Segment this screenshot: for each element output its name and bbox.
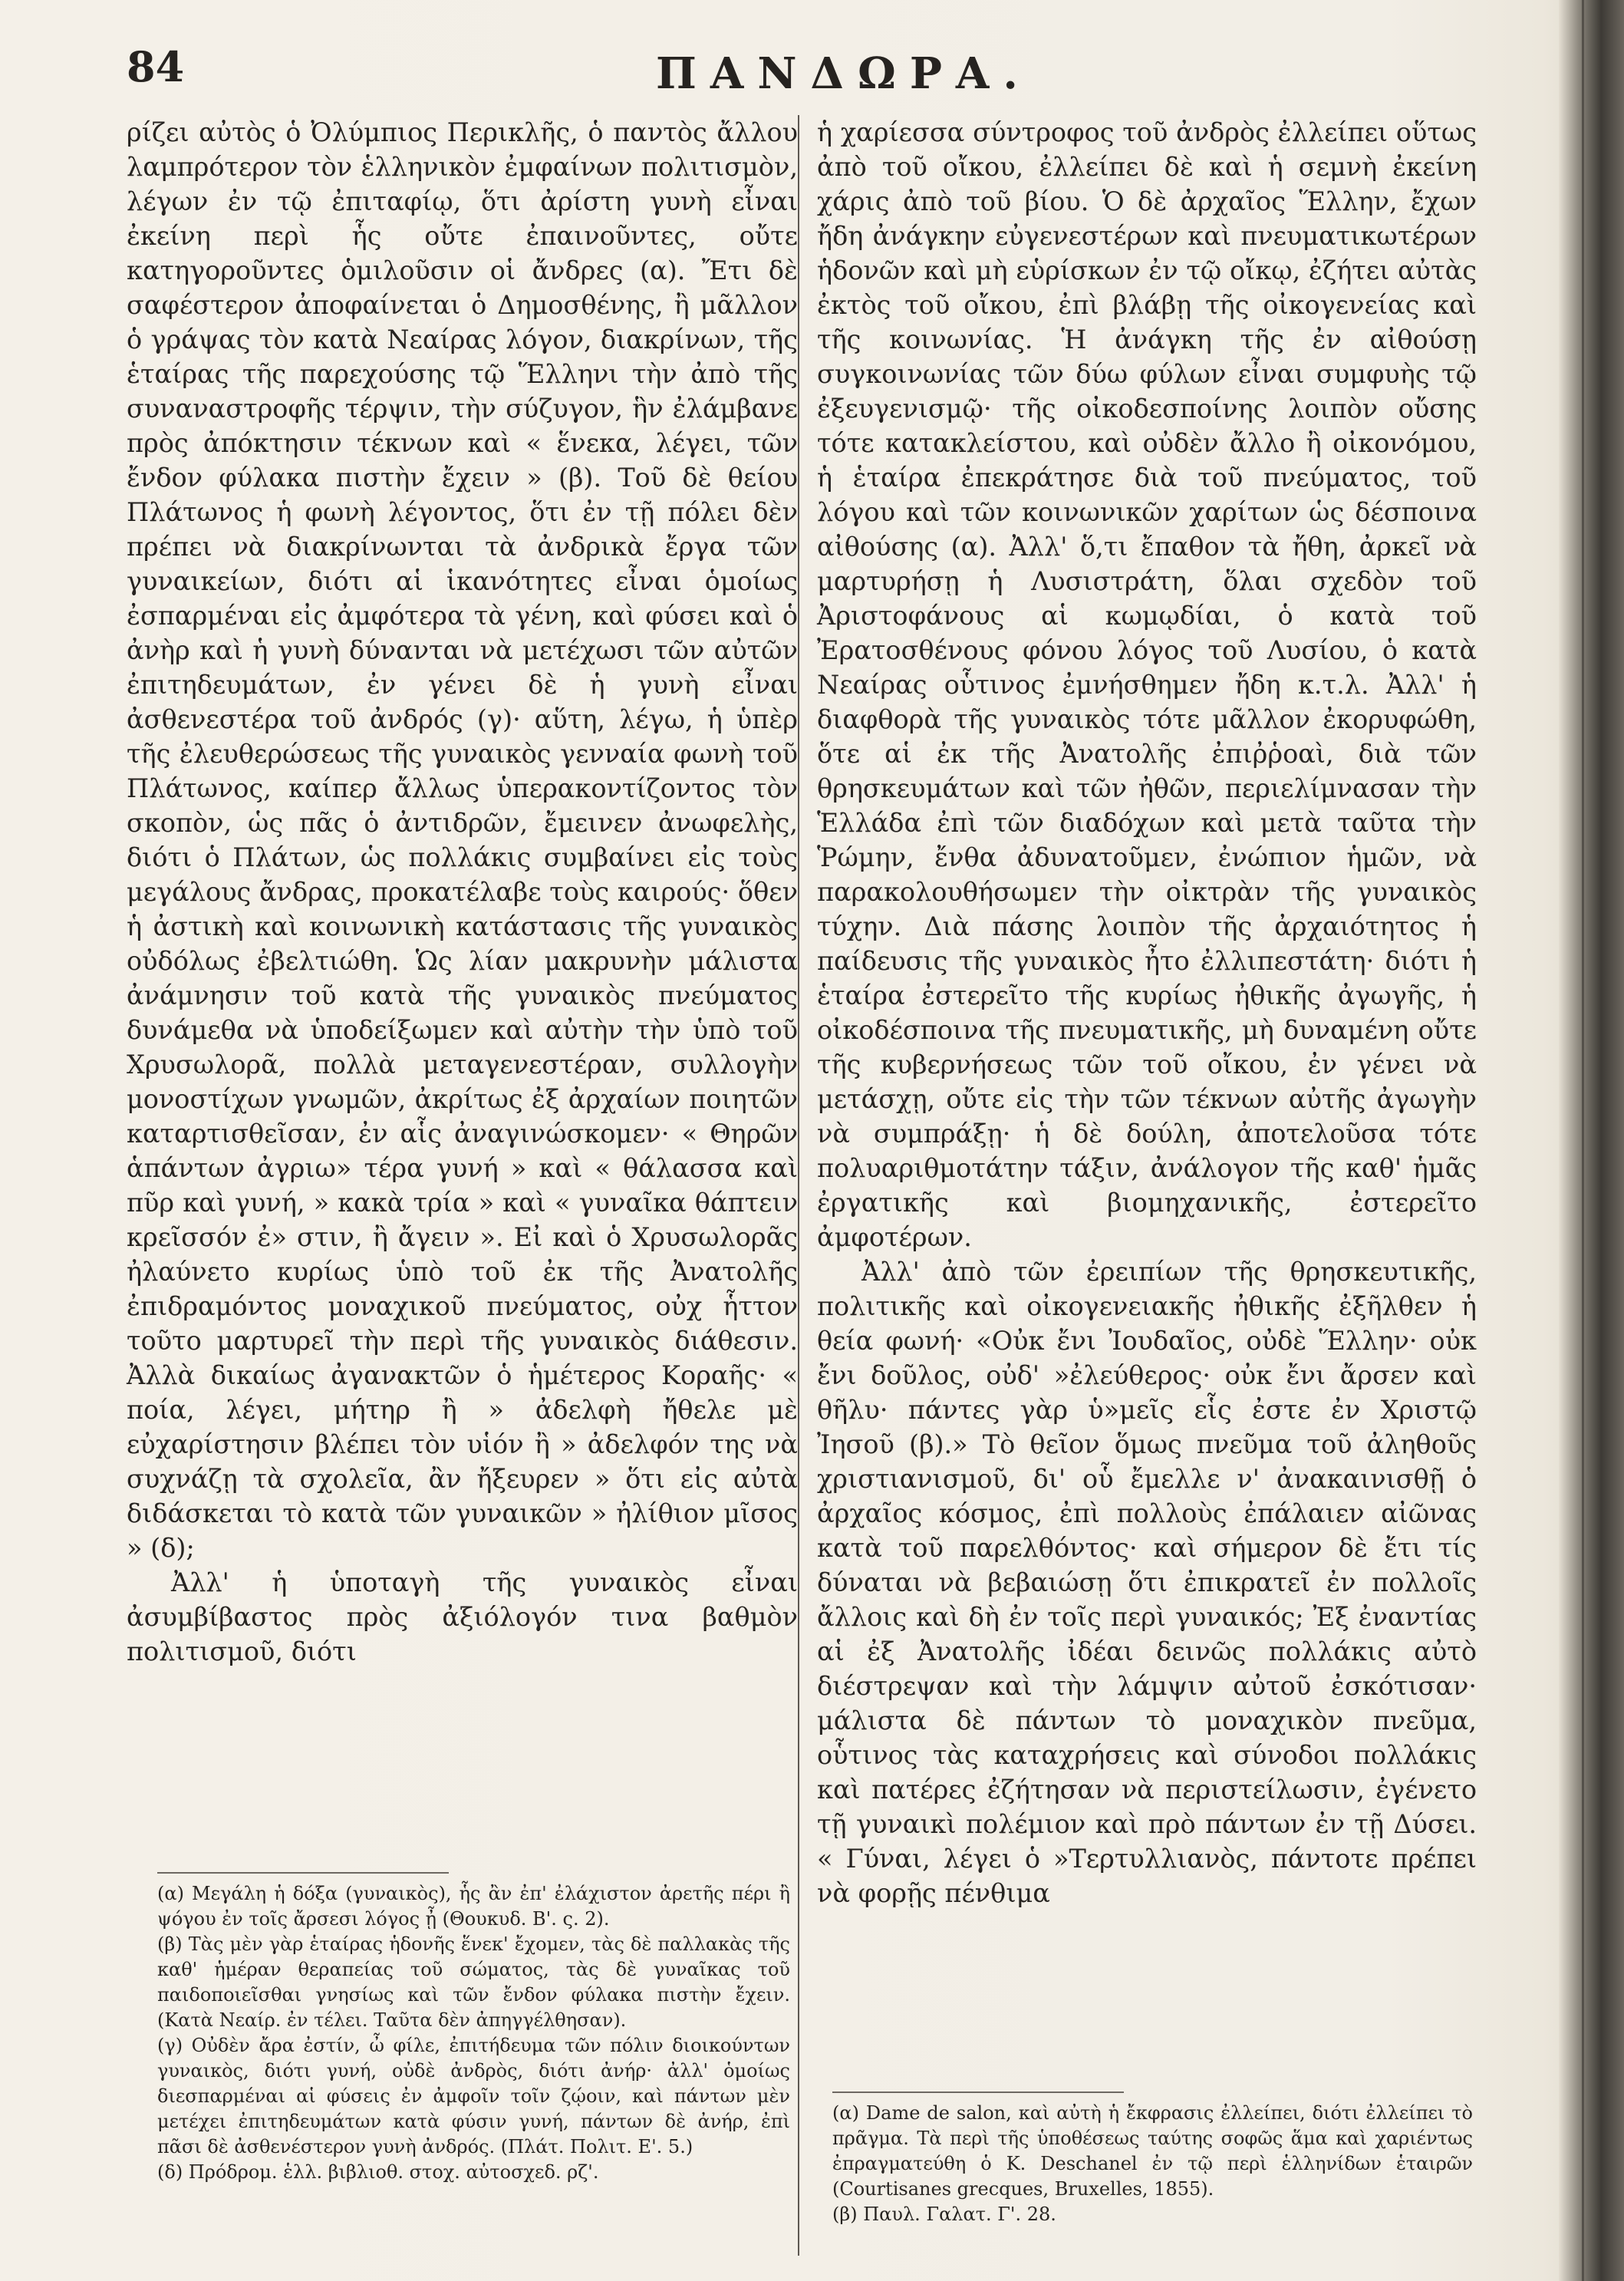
footnote: (δ) Πρόδρομ. ἑλλ. βιβλιοθ. στοχ. αὐτοσχεδ. ρζ'. xyxy=(157,2161,599,2183)
footnote: (β) Παυλ. Γαλατ. Γ'. 28. xyxy=(832,2204,1056,2225)
paragraph: ρίζει αὐτὸς ὁ Ὀλύμπιος Περικλῆς, ὁ παντὸς ἄλλου λαμπρότερον τὸν ἑλληνικὸν ἐμφαίνων πολιτισμὸν, λέγων ἐν τῷ ἐπιταφίῳ, ὅτι ἀρίστη γυνὴ εἶναι ἐκείνη περὶ ἧς οὔτε ἐπαινοῦντες, οὔτε κατηγοροῦντες ὁμιλοῦσιν οἱ ἄνδρες (α). Ἔτι δὲ σαφέστερον ἀποφαίνεται ὁ Δημοσθένης, ἢ μᾶλλον ὁ γράψας τὸν κατὰ Νεαίρας λόγον, διακρίνων, τῆς ἑταίρας τῆς παρεχούσης τῷ Ἕλληνι τὴν ἀπὸ τῆς συναναστροφῆς τέρψιν, τὴν σύζυγον, ἣν ἐλάμβανε πρὸς ἀπόκτησιν τέκνων καὶ « ἕνεκα, λέγει, τῶν ἔνδον φύλακα πιστὴν ἔχειν » (β). Τοῦ δὲ θείου Πλάτωνος ἡ φωνὴ λέγοντος, ὅτι ἐν τῇ πόλει δὲν πρέπει νὰ διακρίνωνται τὰ ἀνδρικὰ ἔργα τῶν γυναικείων, διότι αἱ ἱκανότητες εἶναι ὁμοίως ἐσπαρμέναι εἰς ἀμφότερα τὰ γένη, καὶ φύσει καὶ ὁ ἀνὴρ καὶ ἡ γυνὴ δύνανται νὰ μετέχωσι τῶν αὐτῶν ἐπιτηδευμάτων, ἐν γένει δὲ ἡ γυνὴ εἶναι ἀσθενεστέρα τοῦ ἀνδρός (γ)· αὕτη, λέγω, ἡ ὑπὲρ τῆς ἐλευθερώσεως τῆς γυναικὸς γενναία φωνὴ τοῦ Πλάτωνος, καίπερ ἄλλως ὑπερακοντίζοντος τὸν σκοπὸν, ὡς πᾶς ὁ ἀντιδρῶν, ἔμεινεν ἀνωφελὴς, διότι ὁ Πλάτων, ὡς πολλάκις συμβαίνει εἰς τοὺς μεγάλους ἄνδρας, προκατέλαβε τοὺς καιρούς· ὅθεν ἡ ἀστικὴ καὶ κοινωνικὴ κατάστασις τῆς γυναικὸς οὐδόλως ἐβελτιώθη. Ὡς λίαν μακρυνὴν μάλιστα ἀνάμνησιν τοῦ κατὰ τῆς γυναικὸς πνεύματος δυνάμεθα νὰ ὑποδείξωμεν καὶ αὐτὴν τὴν ὑπὸ τοῦ Χρυσωλορᾶ, πολλὰ μεταγενεστέραν, συλλογὴν μονοστίχων γνωμῶν, ἀκρίτως ἐξ ἀρχαίων ποιητῶν καταρτισθεῖσαν, ἐν αἷς ἀναγινώσκομεν· « Θηρῶν ἁπάντων ἀγριω» τέρα γυνή » καὶ « θάλασσα καὶ πῦρ καὶ γυνή, » κακὰ τρία » καὶ « γυναῖκα θάπτειν κρεῖσσόν ἐ» στιν, ἢ ἄγειν ». Εἰ καὶ ὁ Χρυσωλορᾶς ἠλαύνετο κυρίως ὑπὸ τοῦ ἐκ τῆς Ἀνατολῆς ἐπιδραμόντος μοναχικοῦ πνεύματος, οὐχ ἧττον τοῦτο μαρτυρεῖ τὴν περὶ τῆς γυναικὸς διάθεσιν. Ἀλλὰ δικαίως ἀγανακτῶν ὁ ἡμέτερος Κοραῆς· « ποία, λέγει, μήτηρ ἢ » ἀδελφὴ ἤθελε μὲ εὐχαρίστησιν βλέπει τὸν υἱόν ἢ » ἀδελφόν της νὰ συχνάζῃ τὰ σχολεῖα, ἂν ἤξευρεν » ὅτι εἰς αὐτὰ διδάσκεται τὸ κατὰ τῶν γυναικῶν » ἠλίθιον μῖσος » (δ); xyxy=(127,117,798,1563)
book-spine-shadow xyxy=(1559,0,1624,2281)
paragraph: Ἀλλ' ἀπὸ τῶν ἐρειπίων τῆς θρησκευτικῆς, πολιτικῆς καὶ οἰκογενειακῆς ἠθικῆς ἐξῆλθεν ἡ θεία φωνή· «Οὐκ ἔνι Ἰουδαῖος, οὐδὲ Ἕλλην· οὐκ ἔνι δοῦλος, οὐδ' »ἐλεύθερος· οὐκ ἔνι ἄρσεν καὶ θῆλυ· πάντες γὰρ ὑ»μεῖς εἷς ἐστε ἐν Χριστῷ Ἰησοῦ (β).» Τὸ θεῖον ὅμως πνεῦμα τοῦ ἀληθοῦς χριστιανισμοῦ, δι' οὗ ἔμελλε ν' ἀνακαινισθῇ ὁ ἀρχαῖος κόσμος, ἐπὶ πολλοὺς ἐπάλαιεν αἰῶνας κατὰ τοῦ παρελθόντος· καὶ σήμερον δὲ ἔτι τίς δύναται νὰ βεβαιώσῃ ὅτι ἐπικρατεῖ ἐν πολλοῖς ἄλλοις καὶ δὴ ἐν τοῖς περὶ γυναικός; Ἐξ ἐναντίας αἱ ἐξ Ἀνατολῆς ἰδέαι δεινῶς πολλάκις αὐτὸ διέστρεψαν καὶ τὴν λάμψιν αὐτοῦ ἐσκότισαν· μάλιστα δὲ πάντων τὸ μοναχικὸν πνεῦμα, οὗτινος τὰς καταχρήσεις καὶ σύνοδοι πολλάκις καὶ πατέρες ἐζήτησαν νὰ περιστείλωσιν, ἐγένετο τῇ γυναικὶ πολέμιον καὶ πρὸ πάντων ἐν τῇ Δύσει. « Γύναι, λέγει ὁ »Τερτυλλιανὸς, πάντοτε πρέπει νὰ φορῇς πένθιμα xyxy=(817,1257,1477,1908)
footnote-rule xyxy=(832,2091,1124,2093)
footnote-rule xyxy=(157,1872,449,1874)
page-header xyxy=(127,42,1484,104)
column-divider xyxy=(798,115,799,2256)
paragraph: ἡ χαρίεσσα σύντροφος τοῦ ἀνδρὸς ἐλλείπει οὕτως ἀπὸ τοῦ οἴκου, ἐλλείπει δὲ καὶ ἡ σεμνὴ ἐκείνη χάρις ἀπὸ τοῦ βίου. Ὁ δὲ ἀρχαῖος Ἕλλην, ἔχων ἤδη ἀνάγκην εὐγενεστέρων καὶ πνευματικωτέρων ἡδονῶν καὶ μὴ εὑρίσκων ἐν τῷ οἴκῳ, ἐζήτει αὐτὰς ἐκτὸς τοῦ οἴκου, ἐπὶ βλάβῃ τῆς οἰκογενείας καὶ τῆς κοινωνίας. Ἡ ἀνάγκη τῆς ἐν αἰθούσῃ συγκοινωνίας τῶν δύω φύλων εἶναι συμφυὴς τῷ ἐξευγενισμῷ· τῆς οἰκοδεσποίνης λοιπὸν οὔσης τότε κατακλείστου, καὶ οὐδὲν ἄλλο ἢ οἰκονόμου, ἡ ἑταίρα ἐπεκράτησε διὰ τοῦ πνεύματος, τοῦ λόγου καὶ τῶν κοινωνικῶν χαρίτων ὡς δέσποινα αἰθούσης (α). Ἀλλ' ὅ,τι ἔπαθον τὰ ἤθη, ἀρκεῖ νὰ μαρτυρήσῃ ἡ Λυσιστράτη, ὅλαι σχεδὸν τοῦ Ἀριστοφάνους αἱ κωμῳδίαι, ὁ κατὰ τοῦ Ἐρατοσθένους φόνου λόγος τοῦ Λυσίου, ὁ κατὰ Νεαίρας οὗτινος ἐμνήσθημεν ἤδη κ.τ.λ. Ἀλλ' ἡ διαφθορὰ τῆς γυναικὸς τότε μᾶλλον ἐκορυφώθη, ὅτε αἱ ἐκ τῆς Ἀνατολῆς ἐπιῤῥοαὶ, διὰ τῶν θρησκευμάτων καὶ τῶν ἠθῶν, περιελίμνασαν τὴν Ἑλλάδα ἐπὶ τῶν διαδόχων καὶ μετὰ ταῦτα τὴν Ῥώμην, ἔνθα ἀδυνατοῦμεν, ἐνώπιον ἡμῶν, νὰ παρακολουθήσωμεν τὴν οἰκτρὰν τῆς γυναικὸς τύχην. Διὰ πάσης λοιπὸν τῆς ἀρχαιότητος ἡ παίδευσις τῆς γυναικὸς ἦτο ἐλλιπεστάτη· διότι ἡ ἑταίρα ἐστερεῖτο τῆς κυρίως ἠθικῆς ἀγωγῆς, ἡ οἰκοδέσποινα τῆς πνευματικῆς, μὴ δυναμένη οὔτε τῆς κυβερνήσεως τῶν τοῦ οἴκου, ἐν γένει νὰ μετάσχῃ, οὔτε εἰς τὴν τῶν τέκνων αὐτῆς ἀγωγὴν νὰ συμπράξῃ· ἡ δὲ δούλη, ἀποτελοῦσα τότε πολυαριθμοτάτην τάξιν, ἀνάλογον τῆς καθ' ἡμᾶς ἐργατικῆς καὶ βιομηχανικῆς, ἐστερεῖτο ἀμφοτέρων. xyxy=(817,117,1477,1252)
left-column xyxy=(127,115,798,1669)
footnote: (γ) Οὐδὲν ἄρα ἐστίν, ὦ φίλε, ἐπιτήδευμα τῶν πόλιν διοικούντων γυναικὸς, διότι γυνή, οὐδὲ ἀνδρὸς, διότι ἀνήρ· ἀλλ' ὁμοίως διεσπαρμέναι αἱ φύσεις ἐν ἀμφοῖν τοῖν ζῴοιν, καὶ πάντων μὲν μετέχει ἐπιτηδευμάτων κατὰ φύσιν γυνή, πάντων δὲ ἀνήρ, ἐπὶ πᾶσι δὲ ἀσθενέστερον γυνὴ ἀνδρός. (Πλάτ. Πολιτ. Ε'. 5.) xyxy=(157,2035,790,2157)
left-footnotes xyxy=(157,1881,790,2185)
right-column xyxy=(817,115,1477,1910)
spine-edge-line xyxy=(1582,0,1584,2281)
footnote: (α) Μεγάλη ἡ δόξα (γυναικὸς), ἧς ἂν ἐπ' ἐλάχιστον ἀρετῆς πέρι ἢ ψόγου ἐν τοῖς ἄρσεσι λόγος ᾖ (Θουκυδ. Β'. ς. 2). xyxy=(157,1883,790,1930)
footnote: (β) Τὰς μὲν γὰρ ἑταίρας ἡδονῆς ἕνεκ' ἔχομεν, τὰς δὲ παλλακὰς τῆς καθ' ἡμέραν θεραπείας τοῦ σώματος, τὰς δὲ γυναῖκας τοῦ παιδοποιεῖσθαι γνησίως καὶ τῶν ἔνδον φύλακα πιστὴν ἔχειν. (Κατὰ Νεαίρ. ἐν τέλει. Ταῦτα δὲν ἀπηγγέλθησαν). xyxy=(157,1933,790,2031)
footnote: (α) Dame de salon, καὶ αὐτὴ ἡ ἔκφρασις ἐλλείπει, διότι ἐλλείπει τὸ πρᾶγμα. Τὰ περὶ τῆς ὑποθέσεως ταύτης σοφῶς ἅμα καὶ χαριέντως ἐπραγματεύθη ὁ K. Deschanel ἐν τῷ περὶ ἑλληνίδων ἑταιρῶν (Courtisanes grecques, Bruxelles, 1855). xyxy=(832,2102,1473,2200)
paragraph: Ἀλλ' ἡ ὑποταγὴ τῆς γυναικὸς εἶναι ἀσυμβίβαστος πρὸς ἀξιόλογόν τινα βαθμὸν πολιτισμοῦ, διότι xyxy=(127,1567,798,1666)
page-number: 84 xyxy=(127,42,185,91)
right-footnotes xyxy=(832,2101,1473,2227)
running-title: ΠΑΝΔΩΡΑ. xyxy=(656,48,1032,99)
